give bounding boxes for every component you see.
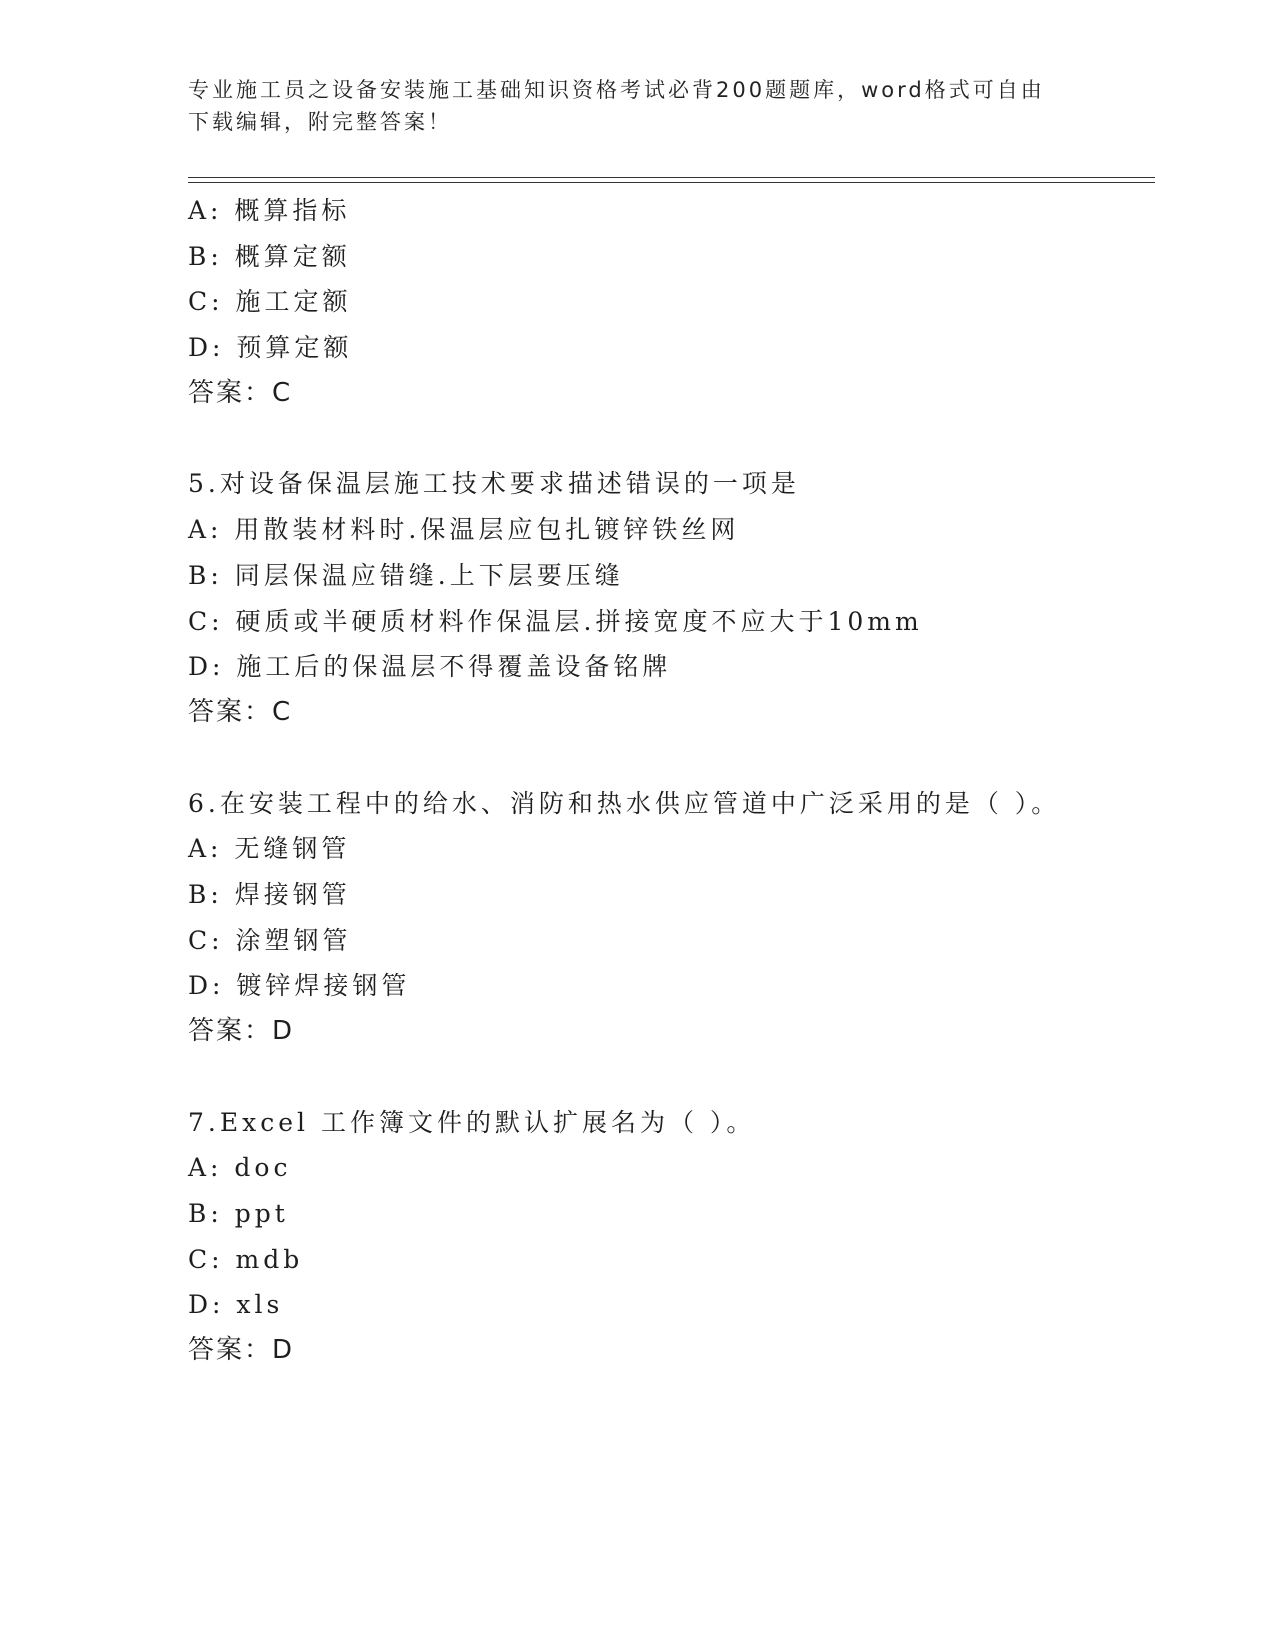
option-c: C: mdb <box>188 1244 304 1274</box>
option-c: C: 涂塑钢管 <box>188 925 352 955</box>
option-b: B: 概算定额 <box>188 241 351 271</box>
answer-line: 答案：C <box>188 696 293 727</box>
option-b: B: 同层保温应错缝.上下层要压缝 <box>188 560 624 590</box>
answer-line: 答案：D <box>188 1335 295 1366</box>
question-4 <box>188 188 1188 416</box>
option-c: C: 施工定额 <box>188 287 352 317</box>
question-5 <box>188 461 1188 735</box>
question-list <box>188 188 1188 1374</box>
option-b: B: ppt <box>188 1199 289 1229</box>
answer-line: 答案：D <box>188 1016 295 1046</box>
header-line-1: 专业施工员之设备安装施工基础知识资格考试必背200题题库，word格式可自由 <box>188 78 1045 102</box>
header-divider-top <box>188 177 1155 178</box>
option-d: D: 镀锌焊接钢管 <box>188 971 411 1001</box>
question-text: 7.Excel 工作簿文件的默认扩展名为（ ）。 <box>188 1107 756 1137</box>
option-c: C: 硬质或半硬质材料作保温层.拼接宽度不应大于10mm <box>188 606 923 636</box>
option-d: D: 预算定额 <box>188 333 353 363</box>
answer-line: 答案：C <box>188 377 293 408</box>
header-divider-bottom <box>188 182 1155 183</box>
option-a: A: doc <box>188 1153 292 1183</box>
option-a: A: 无缝钢管 <box>188 834 351 864</box>
option-b: B: 焊接钢管 <box>188 879 351 909</box>
header-line-2: 下载编辑，附完整答案！ <box>188 110 452 134</box>
document-header <box>188 74 1088 138</box>
question-7 <box>188 1100 1188 1374</box>
question-6 <box>188 781 1188 1055</box>
question-text: 6.在安装工程中的给水、消防和热水供应管道中广泛采用的是（ ）。 <box>188 788 1061 818</box>
option-d: D: xls <box>188 1290 284 1320</box>
option-d: D: 施工后的保温层不得覆盖设备铭牌 <box>188 652 672 682</box>
option-a: A: 概算指标 <box>188 196 351 225</box>
question-text: 5.对设备保温层施工技术要求描述错误的一项是 <box>188 469 800 499</box>
option-a: A: 用散装材料时.保温层应包扎镀锌铁丝网 <box>188 515 740 545</box>
